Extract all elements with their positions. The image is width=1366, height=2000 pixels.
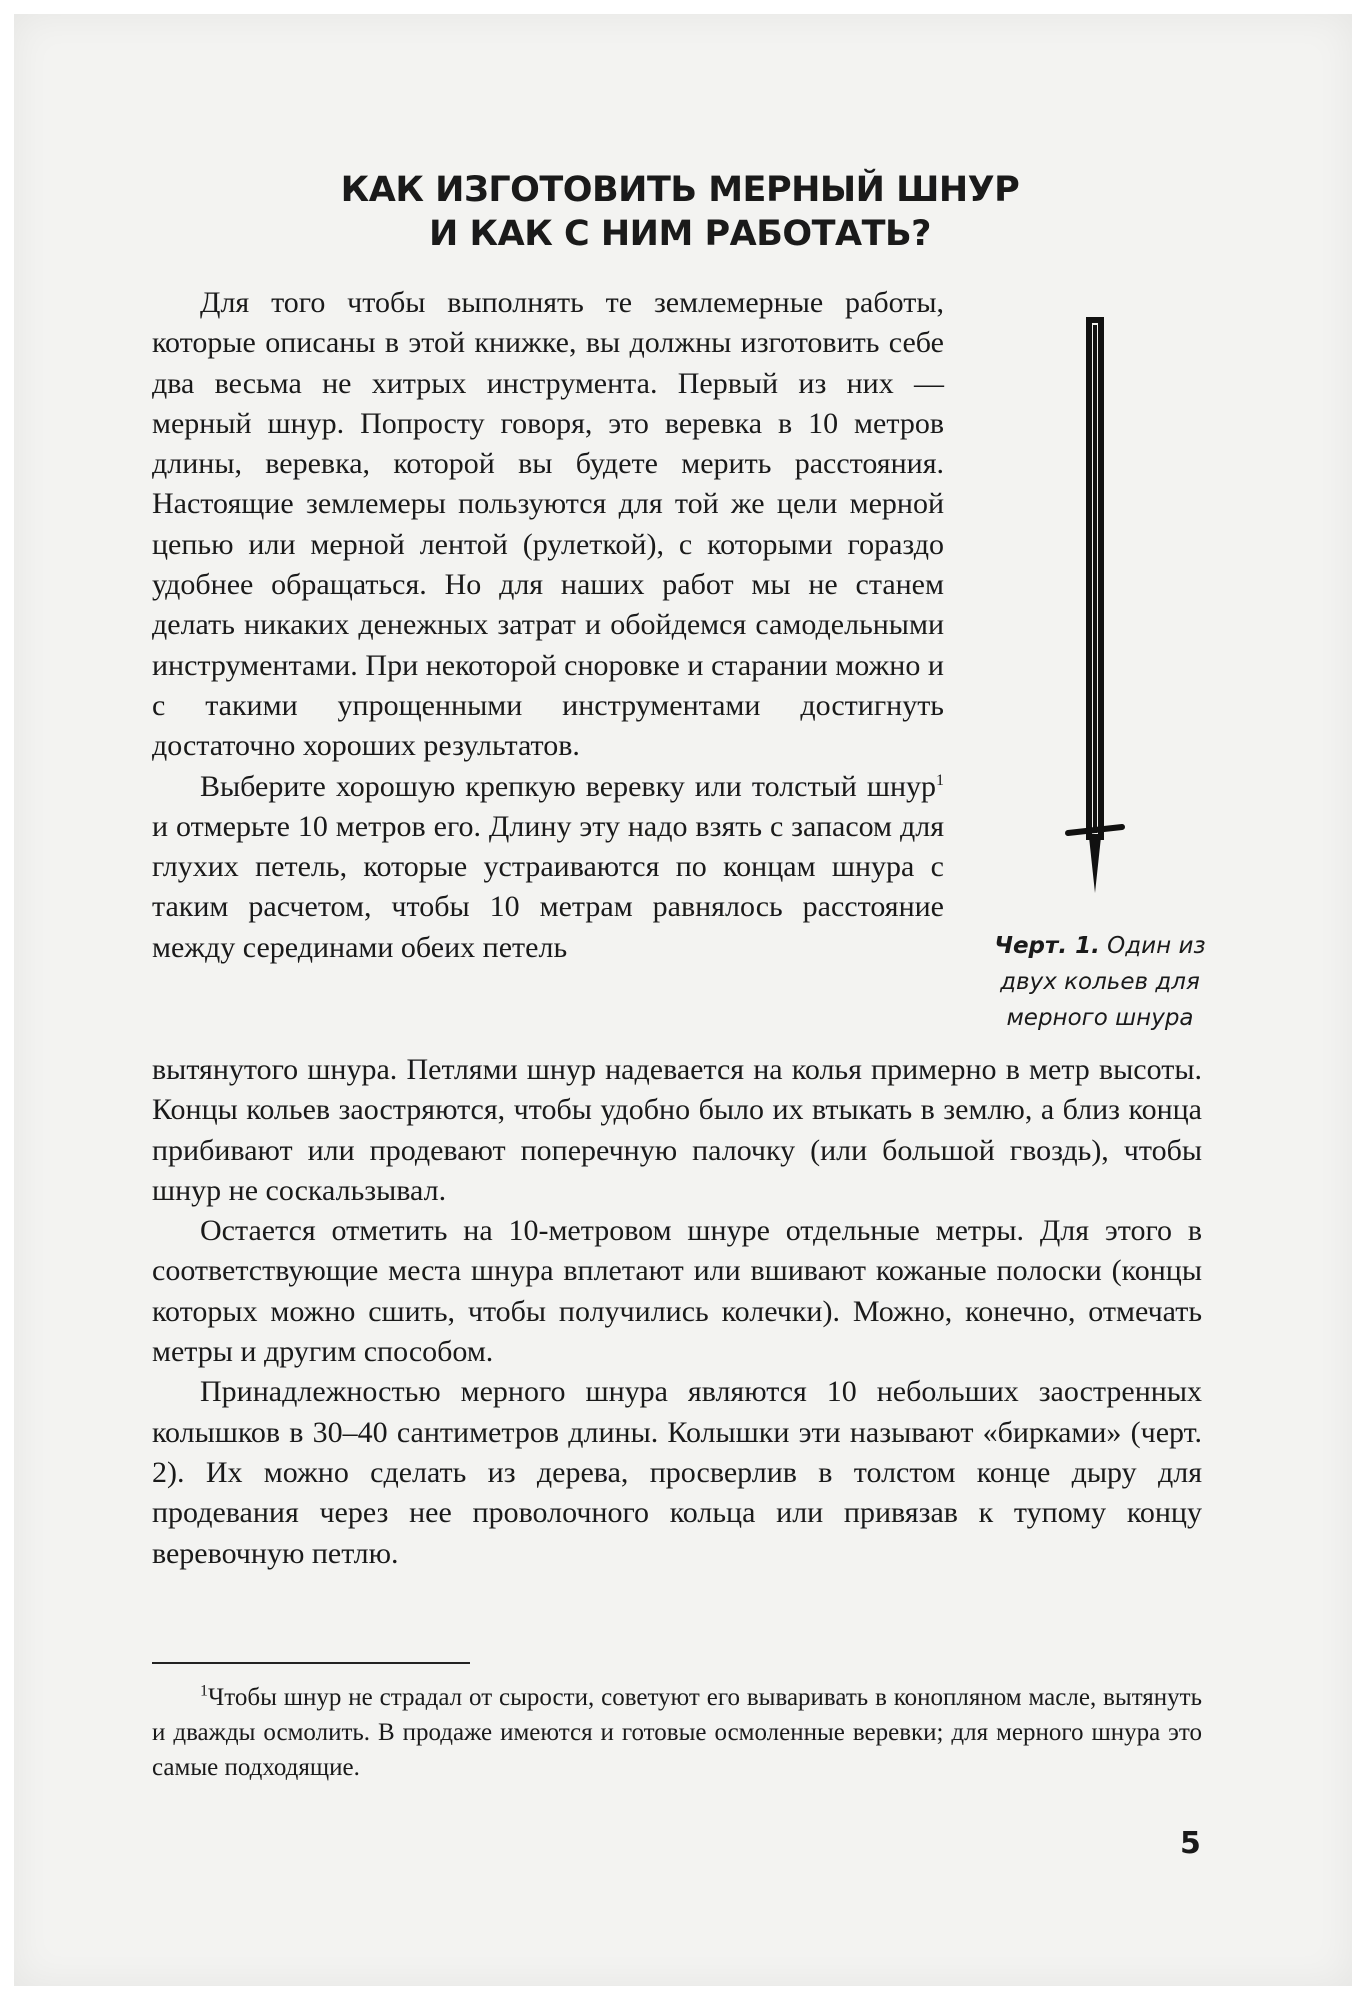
paragraph-3: Остается отметить на 10-метровом шнуре отдельные метры. Для этого в соответствующие места шнура вплетают или вшивают кожаные полоски (концы которых можно сшить, чтобы получились колечки). Можно, конечно, отмечать метры и другим способом. [152, 1214, 1202, 1369]
footnote-divider [152, 1662, 470, 1664]
paragraph-2 [152, 767, 944, 968]
paragraph-2-continuation: вытянутого шнура. Петлями шнур надевается на колья примерно в метр высоты. Концы кольев заостряются, чтобы удобно было их втыкать в землю, а близ конца прибивают или продевают поперечную палочку (или большой гвоздь), чтобы шнур не соскальзывал. [152, 1053, 1202, 1207]
title-line-2: И КАК С НИМ РАБОТАТЬ? [429, 214, 931, 254]
footnote [152, 1680, 1202, 1785]
footnote-mark: 1 [200, 1682, 208, 1700]
wide-text-column [152, 1050, 1202, 1574]
paragraph-2-end: и отмерьте 10 метров его. Длину эту надо взять с запасом для глухих петель, которые устраиваются по концам шнура с таким расчетом, чтобы 10 метрам равнялось расстояние между серединами обеих петель [152, 809, 944, 964]
figure-caption-label: Черт. 1. [994, 933, 1100, 959]
paragraph-2-start: Выберите хорошую крепкую веревку или толстый шнур [200, 769, 936, 803]
page-title [0, 168, 1360, 256]
figure-caption [965, 928, 1235, 1036]
paragraph-1: Для того чтобы выполнять те землемерные работы, которые описаны в этой книжке, вы должны изготовить себе два весьма не хитрых инструмента. Первый из них — мерный шнур. Попросту говоря, это веревка в 10 метров длины, веревка, которой вы будете мерить расстояния. Настоящие землемеры пользуются для той же цели мерной цепью или мерной лентой (рулеткой), с которыми гораздо удобнее обращаться. Но для наших работ мы не станем делать никаких денежных затрат и обойдемся самодельными инструментами. При некоторой сноровке и старании можно и с такими упрощенными инструментами достигнуть достаточно хороших результатов. [152, 286, 944, 763]
stake-icon [1060, 315, 1130, 895]
footnote-reference: 1 [936, 771, 944, 789]
figure-caption-text: Один из двух кольев для мерного шнура [1000, 933, 1206, 1031]
narrow-text-column [152, 283, 944, 968]
paragraph-4: Принадлежностью мерного шнура являются 10 небольших заостренных колышков в 30–40 сантиметров длины. Колышки эти называют «бирками» (черт. 2). Их можно сделать из дерева, просверлив в толстом конце дыру для продевания через нее проволочного кольца или привязав к тупому концу веревочную петлю. [152, 1375, 1202, 1570]
footnote-text: Чтобы шнур не страдал от сырости, советуют его вываривать в конопляном масле, вытянуть и дважды осмолить. В продаже имеются и готовые осмоленные веревки; для мерного шнура это самые подходящие. [152, 1684, 1202, 1781]
title-line-1: КАК ИЗГОТОВИТЬ МЕРНЫЙ ШНУР [340, 170, 1020, 210]
page-number: 5 [1180, 1826, 1201, 1861]
